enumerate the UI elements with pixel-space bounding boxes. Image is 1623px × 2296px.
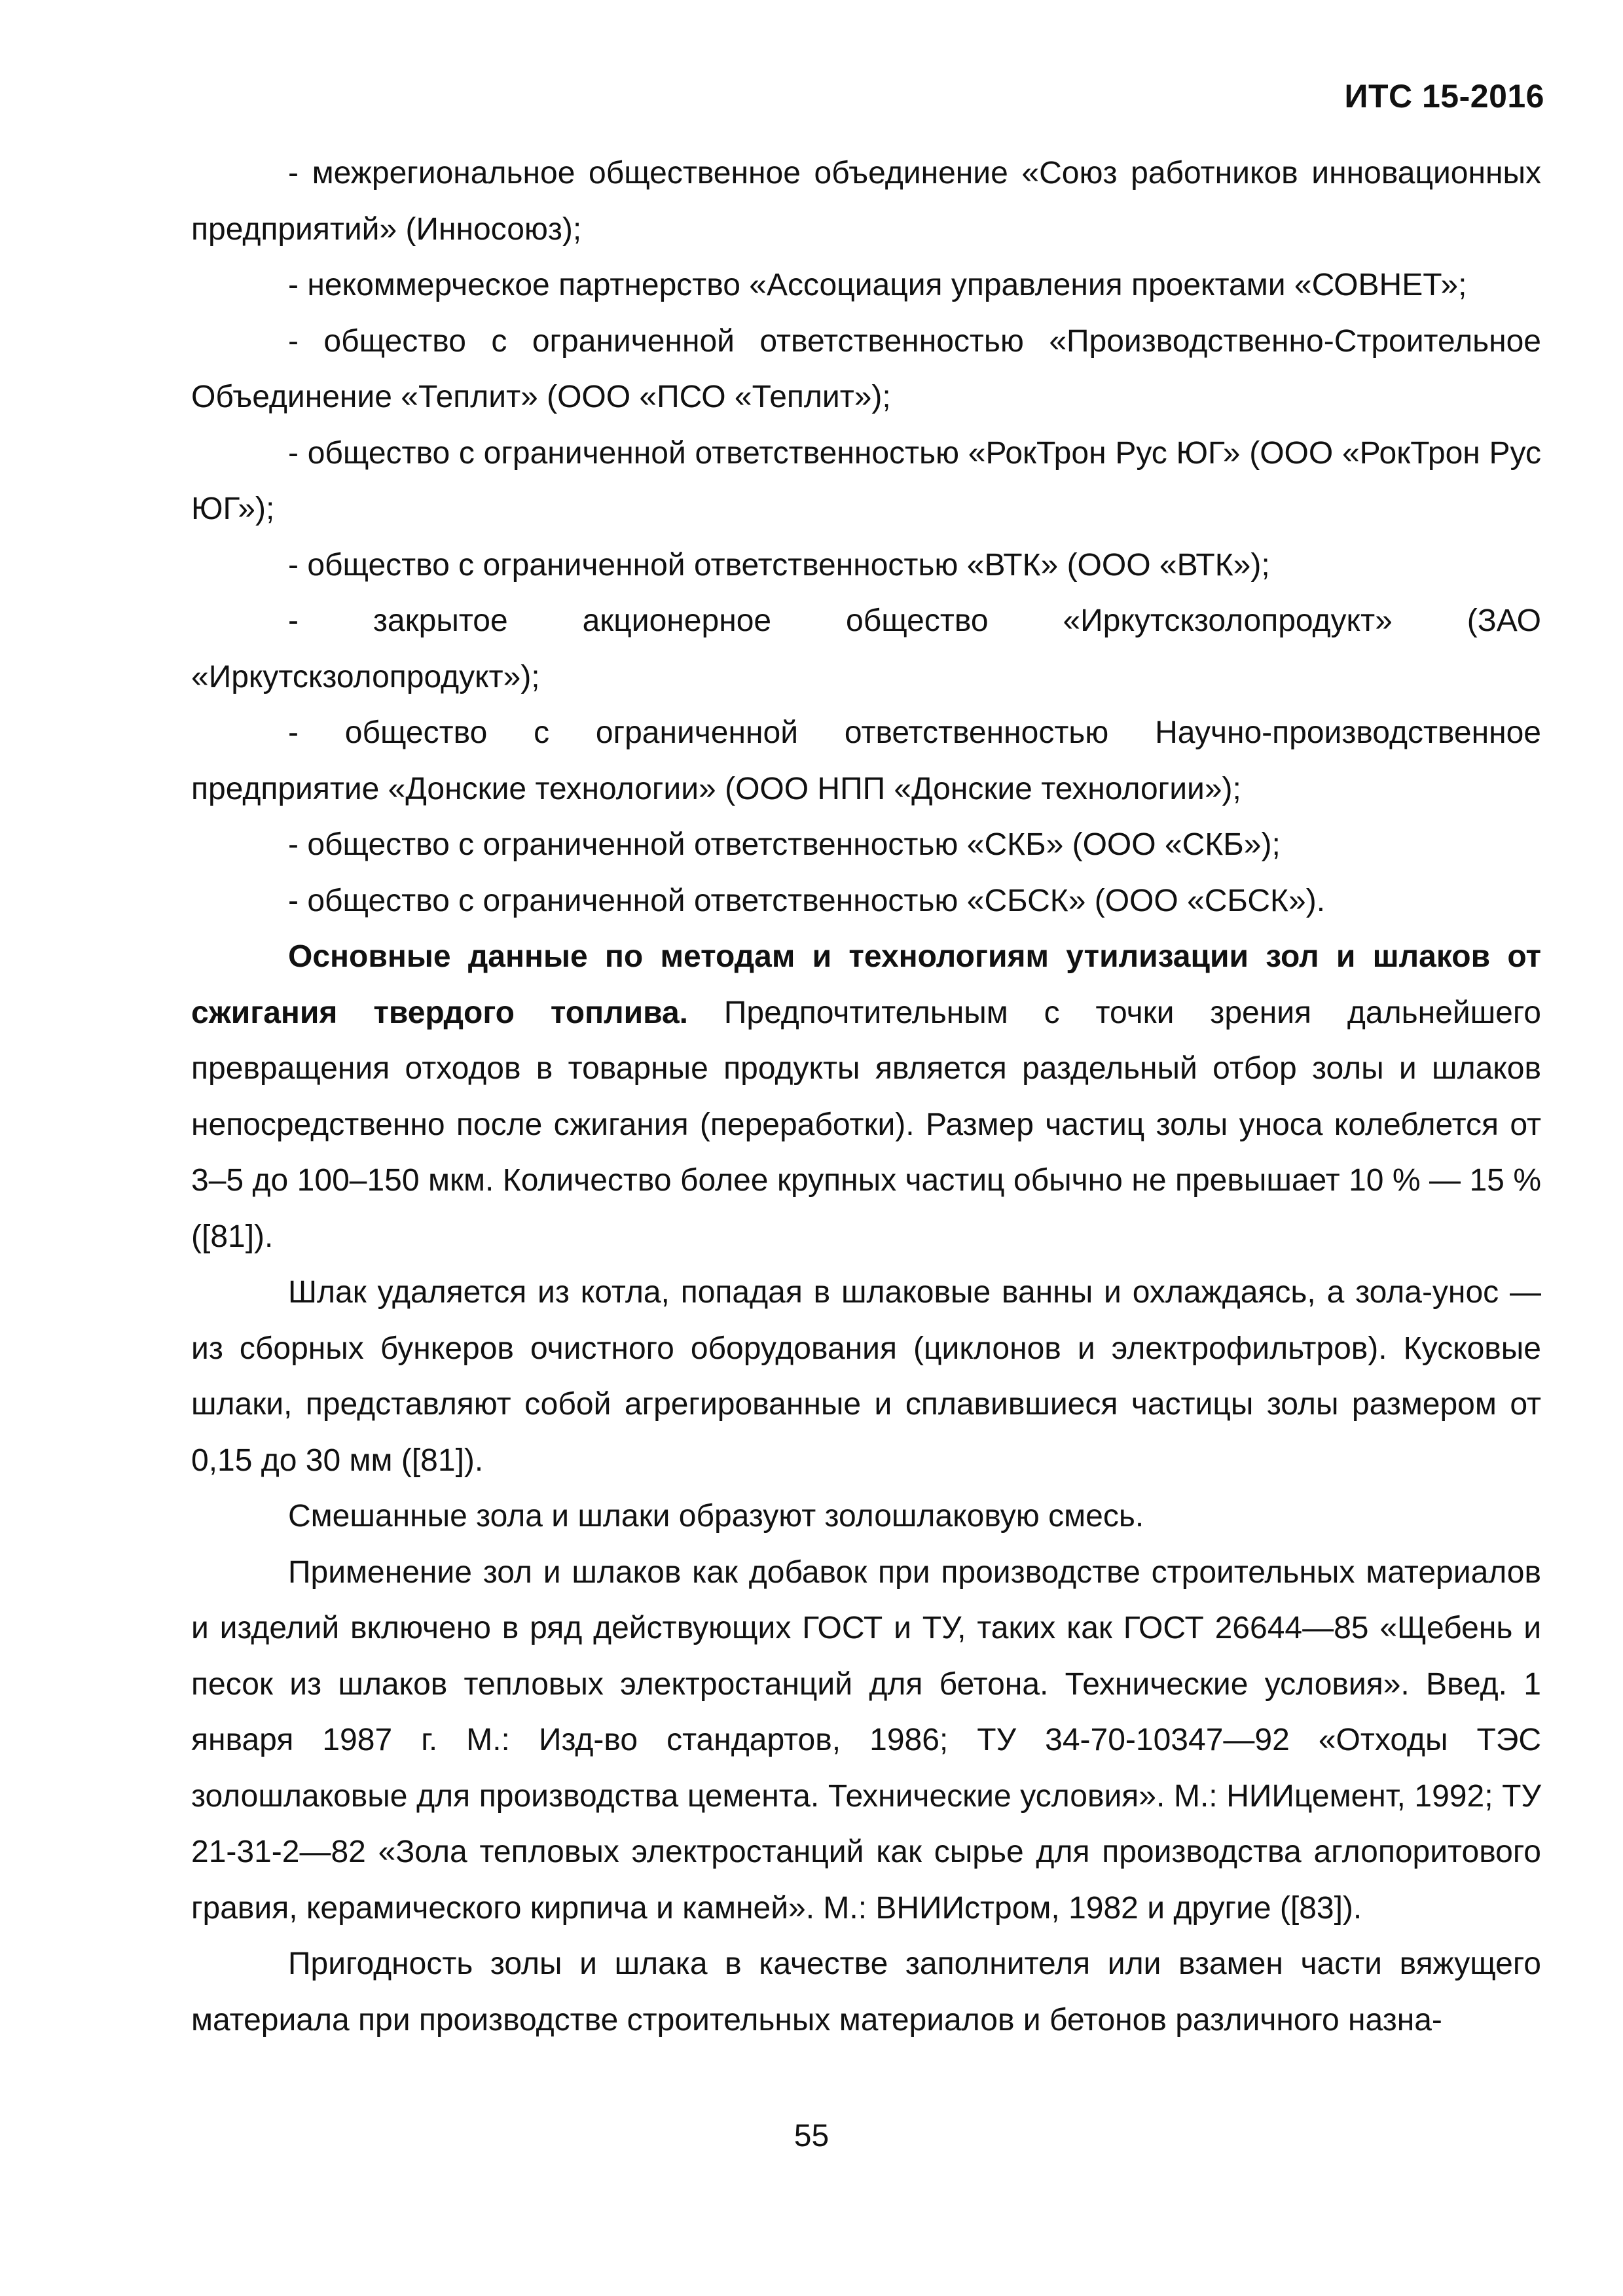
section-heading: Основные данные по методам и технологиям утилизации зол и шлаков от сжигания твердого топлива. xyxy=(191,939,1541,1030)
list-item: - общество с ограниченной ответственностью Научно-производственное предприятие «Донские технологии» (ООО НПП «Донские технологии»); xyxy=(191,715,1541,806)
list-item: - общество с ограниченной ответственностью «СБСК» (ООО «СБСК»). xyxy=(288,883,1326,918)
document-body xyxy=(191,145,1541,2048)
list-item: - закрытое акционерное общество «Иркутскзолопродукт» (ЗАО «Иркутскзолопродукт»); xyxy=(191,603,1541,694)
section-paragraph xyxy=(191,929,1541,1265)
body-paragraph: Пригодность золы и шлака в качестве заполнителя или взамен части вяжущего материала при производстве строительных материалов и бетонов различного назна- xyxy=(191,1946,1541,2037)
list-item: - общество с ограниченной ответственностью «Производственно-Строительное Объединение «Теплит» (ООО «ПСО «Теплит»); xyxy=(191,323,1541,414)
body-paragraph: Смешанные зола и шлаки образуют золошлаковую смесь. xyxy=(288,1499,1144,1534)
page-number: 55 xyxy=(793,2119,830,2153)
list-item: - общество с ограниченной ответственностью «РокТрон Рус ЮГ» (ООО «РокТрон Рус ЮГ»); xyxy=(191,435,1541,526)
list-item: - общество с ограниченной ответственностью «ВТК» (ООО «ВТК»); xyxy=(288,547,1270,583)
document-code-header: ИТС 15-2016 xyxy=(1344,78,1544,115)
body-paragraph: Применение зол и шлаков как добавок при производстве строительных материалов и изделий включено в ряд действующих ГОСТ и ТУ, таких как ГОСТ 26644—85 «Щебень и песок из шлаков тепловых электростанций для бетона. Технические условия». Введ. 1 января 1987 г. М.: Изд-во стандартов, 1986; ТУ 34-70-10347—92 «Отходы ТЭС золошлаковые для производства цемента. Технические условия». М.: НИИцемент, 1992; ТУ 21-31-2—82 «Зола тепловых электростанций как сырье для производства аглопоритового гравия, керамического кирпича и камней». М.: ВНИИстром, 1982 и другие ([83]). xyxy=(191,1554,1541,1926)
body-paragraph: Шлак удаляется из котла, попадая в шлаковые ванны и охлаждаясь, а зола-унос — из сборных бункеров очистного оборудования (циклонов и электрофильтров). Кусковые шлаки, представляют собой агрегированные и сплавившиеся частицы золы размером от 0,15 до 30 мм ([81]). xyxy=(191,1275,1541,1478)
list-item: - межрегиональное общественное объединение «Союз работников инновационных предприятий» (Инносоюз); xyxy=(191,156,1541,247)
list-item: - некоммерческое партнерство «Ассоциация управления проектами «СОВНЕТ»; xyxy=(288,268,1467,302)
section-intro-text: Предпочтительным с точки зрения дальнейшего превращения отходов в товарные продукты является раздельный отбор золы и шлаков непосредственно после сжигания (переработки). Размер частиц золы уноса колеблется от 3–5 до 100–150 мкм. Количество более крупных частиц обычно не превышает 10 % — 15 % ([81]). xyxy=(191,995,1541,1254)
list-item: - общество с ограниченной ответственностью «СКБ» (ООО «СКБ»); xyxy=(288,827,1281,862)
